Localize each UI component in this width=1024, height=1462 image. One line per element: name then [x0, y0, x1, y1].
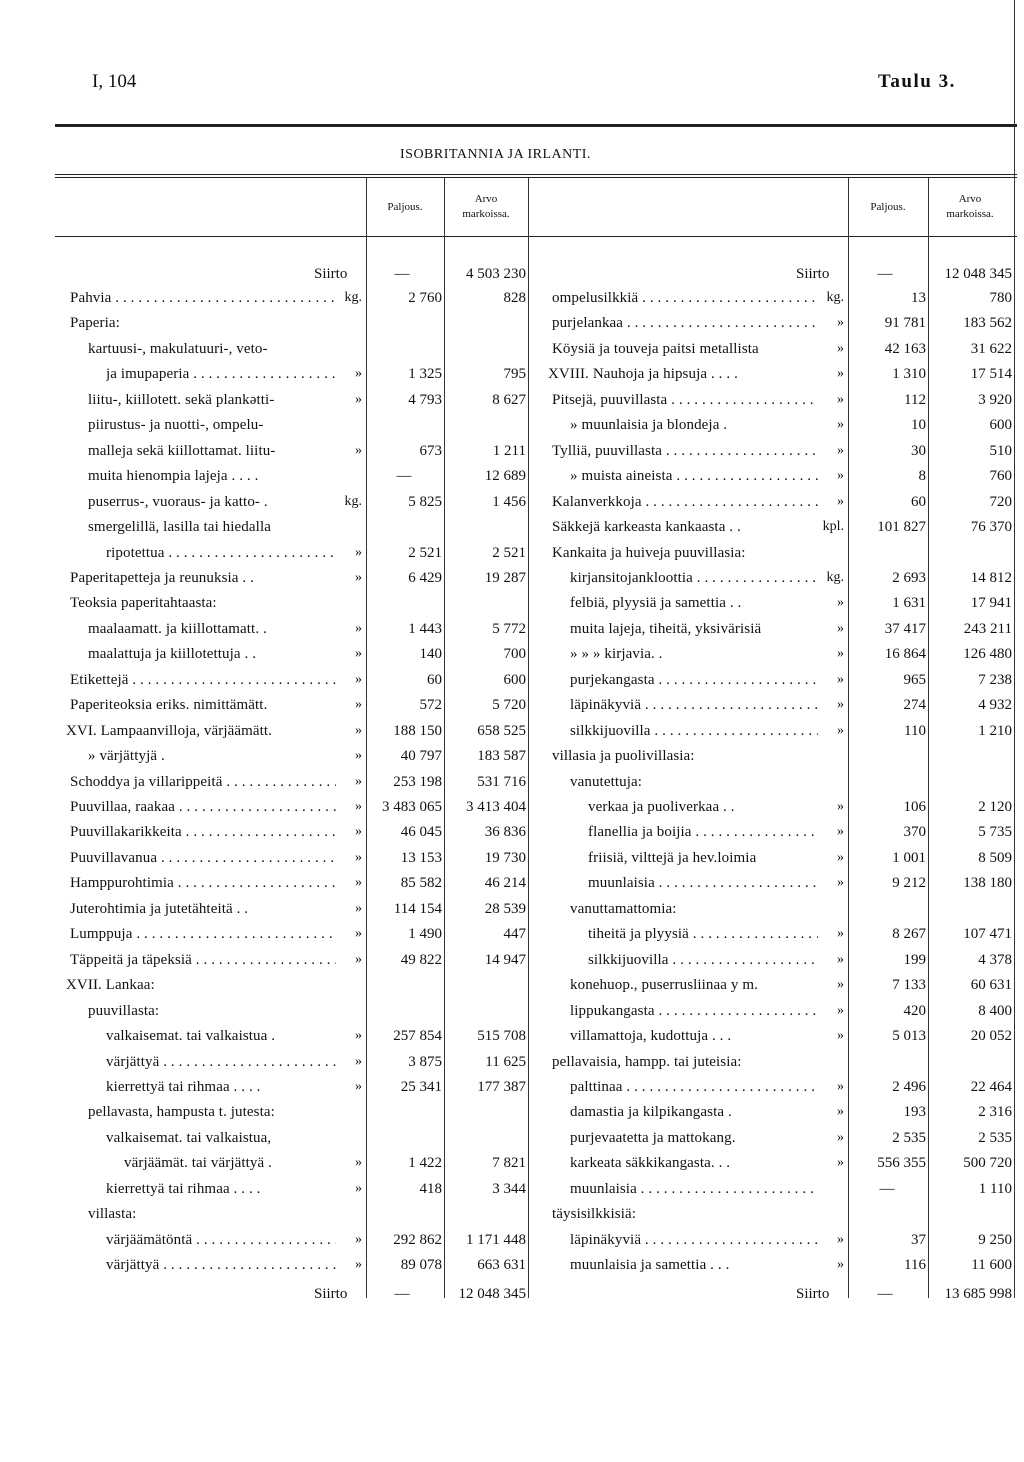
- left-row-label: XVI. Lampaanvilloja, värjäämätt.: [66, 722, 273, 739]
- left-row-arvo: 19 287: [484, 569, 526, 586]
- right-row-label: XVIII. Nauhoja ja hipsuja . . . .: [548, 366, 738, 383]
- left-row-label: ripotettua . . .: [106, 543, 336, 563]
- right-row-label: Tylliä, puuvillasta . . .: [552, 441, 818, 461]
- right-row-paljous: 556 355: [877, 1155, 926, 1172]
- left-siirto-top-paljous: —: [394, 266, 410, 282]
- left-row-label: Schoddya ja villarippeitä . . .: [70, 772, 336, 792]
- left-row-unit: kg.: [344, 290, 362, 305]
- left-row-paljous: 6 429: [408, 569, 442, 586]
- left-row-unit: »: [355, 391, 362, 407]
- left-row-unit: »: [355, 646, 362, 662]
- left-row-label: ja imupaperia . . .: [106, 364, 336, 384]
- left-row-unit: »: [355, 1257, 362, 1273]
- right-row-unit: »: [837, 442, 844, 458]
- right-row-label: läpinäkyviä . . .: [570, 1230, 818, 1250]
- right-row-paljous: 112: [904, 391, 926, 408]
- right-row-paljous: 1 631: [892, 595, 926, 612]
- right-row-paljous: 13: [911, 290, 926, 306]
- left-row-arvo: 531 716: [477, 773, 526, 790]
- right-row-label: Kankaita ja huiveja puuvillasia:: [552, 544, 746, 561]
- right-row-paljous: 193: [903, 1104, 926, 1121]
- right-row-paljous: 274: [903, 697, 926, 714]
- right-row-label: friisiä, vilttejä ja hev.loimia: [588, 849, 757, 866]
- right-row-unit: »: [837, 391, 844, 407]
- right-row-label: silkkijuovilla . . .: [570, 721, 818, 741]
- right-siirto-bottom-paljous: —: [877, 1286, 893, 1302]
- right-row-paljous: 106: [903, 799, 926, 815]
- left-row-label: valkaisemat. tai valkaistua .: [106, 1028, 276, 1045]
- left-row-paljous: 13 153: [400, 849, 442, 866]
- right-siirto-top-paljous: —: [877, 266, 893, 282]
- left-row-label: Paperitapetteja ja reunuksia . .: [70, 569, 254, 586]
- right-row-paljous: 60: [911, 493, 926, 510]
- left-header-markoissa: markoissa.: [462, 208, 510, 220]
- right-row-arvo: 9 250: [978, 1231, 1012, 1248]
- left-row-label: Teoksia paperitahtaasta:: [70, 595, 217, 612]
- right-row-arvo: 31 622: [970, 340, 1012, 357]
- left-row-label: piirustus- ja nuotti-, ompelu-: [88, 417, 264, 434]
- right-row-unit: »: [837, 1078, 844, 1094]
- left-row-arvo: 700: [503, 646, 526, 663]
- left-row-paljous: 3 483 065: [382, 799, 442, 815]
- left-row-paljous: 46 045: [400, 824, 442, 841]
- right-row-label: muunlaisia . . .: [588, 873, 818, 893]
- left-row-label: kierrettyä tai rihmaa . . . .: [106, 1180, 261, 1197]
- right-row-paljous: —: [879, 1180, 895, 1197]
- left-row-arvo: 8 627: [492, 391, 526, 408]
- left-row-label: valkaisemat. tai valkaistua,: [106, 1129, 272, 1146]
- left-row-label: villasta:: [88, 1206, 137, 1223]
- right-row-label: villasia ja puolivillasia:: [552, 748, 695, 765]
- right-row-label: Köysiä ja touveja paitsi metallista: [552, 340, 759, 357]
- right-row-label: Pitsejä, puuvillasta . . .: [552, 390, 818, 410]
- left-row-unit: »: [355, 824, 362, 840]
- left-row-unit: »: [355, 544, 362, 560]
- right-row-label: vanutettuja:: [570, 773, 643, 790]
- left-row-unit: »: [355, 1180, 362, 1196]
- left-siirto-top-label: Siirto: [314, 266, 348, 282]
- left-row-label: kierrettyä tai rihmaa . . . .: [106, 1078, 261, 1095]
- left-siirto-top-arvo: 4 503 230: [466, 266, 526, 282]
- right-row-unit: »: [837, 493, 844, 509]
- left-row-label: Puuvillaa, raakaa . . .: [70, 797, 336, 817]
- right-row-label: tiheitä ja plyysiä . . .: [588, 924, 818, 944]
- right-row-arvo: 760: [989, 468, 1012, 485]
- left-col-line-3: [528, 178, 529, 1298]
- left-row-unit: »: [355, 799, 362, 814]
- right-row-unit: »: [837, 595, 844, 611]
- right-row-label: kirjansitojankloottia . . .: [570, 568, 818, 588]
- left-row-paljous: 114 154: [393, 900, 442, 917]
- left-siirto-bottom-arvo: 12 048 345: [458, 1286, 526, 1302]
- right-row-unit: kg.: [826, 290, 844, 305]
- right-siirto-top-label: Siirto: [796, 266, 830, 282]
- left-row-label: » värjättyjä .: [88, 748, 165, 765]
- left-row-label: puuvillasta:: [88, 1002, 160, 1019]
- right-row-arvo: 7 238: [978, 671, 1012, 688]
- left-row-paljous: 1 325: [408, 366, 442, 383]
- left-row-label: Paperiteoksia eriks. nimittämätt.: [70, 697, 268, 714]
- left-row-arvo: 183 587: [477, 748, 526, 765]
- left-row-paljous: 85 582: [400, 875, 442, 892]
- right-row-paljous: 16 864: [884, 646, 926, 663]
- left-row-unit: »: [355, 875, 362, 891]
- right-row-paljous: 101 827: [877, 519, 926, 536]
- right-row-paljous: 8 267: [892, 926, 926, 943]
- left-siirto-bottom-label: Siirto: [314, 1286, 348, 1302]
- left-row-unit: »: [355, 1053, 362, 1069]
- left-row-unit: »: [355, 671, 362, 687]
- right-row-label: felbiä, plyysiä ja samettia . .: [570, 595, 742, 612]
- right-header-markoissa: markoissa.: [946, 208, 994, 220]
- left-row-paljous: 572: [419, 697, 442, 714]
- right-row-paljous: 1 001: [892, 849, 926, 866]
- left-row-unit: »: [355, 951, 362, 967]
- right-row-paljous: 199: [903, 951, 926, 968]
- right-row-label: purjelankaa . . .: [552, 313, 818, 333]
- right-col-line-3: [1014, 0, 1015, 1298]
- right-row-paljous: 30: [911, 442, 926, 459]
- right-row-label: muita lajeja, tiheitä, yksivärisiä: [570, 620, 762, 637]
- right-row-label: vanuttamattomia:: [570, 900, 677, 917]
- left-row-label: pellavasta, hampusta t. jutesta:: [88, 1104, 275, 1121]
- left-row-paljous: 257 854: [393, 1028, 442, 1045]
- right-row-label: purjekangasta . . .: [570, 670, 818, 690]
- left-row-label: Täppeitä ja täpeksiä . . .: [70, 950, 336, 970]
- left-row-arvo: 177 387: [477, 1078, 526, 1095]
- right-row-arvo: 780: [989, 290, 1012, 306]
- left-row-label: värjäämät. tai värjättyä .: [124, 1155, 272, 1172]
- right-row-label: muunlaisia . . .: [570, 1179, 818, 1199]
- right-row-label: pellavaisia, hampp. tai juteisia:: [552, 1053, 742, 1070]
- right-row-arvo: 183 562: [963, 315, 1012, 332]
- left-row-unit: »: [355, 926, 362, 942]
- right-row-label: purjevaatetta ja mattokang.: [570, 1129, 736, 1146]
- header-rule: [55, 236, 1017, 237]
- right-row-paljous: 91 781: [884, 315, 926, 332]
- left-row-label: muita hienompia lajeja . . . .: [88, 468, 259, 485]
- right-row-arvo: 2 120: [978, 799, 1012, 815]
- right-row-unit: »: [837, 849, 844, 865]
- right-row-paljous: 2 693: [892, 569, 926, 586]
- right-row-paljous: 37: [911, 1231, 926, 1248]
- left-row-paljous: 1 490: [408, 926, 442, 943]
- left-row-arvo: 3 344: [492, 1180, 526, 1197]
- left-row-paljous: 2 760: [408, 290, 442, 306]
- right-row-label: konehuop., puserrusliinaa y m.: [570, 977, 758, 994]
- left-row-paljous: 89 078: [400, 1257, 442, 1274]
- right-row-unit: »: [837, 824, 844, 840]
- left-row-arvo: 663 631: [477, 1257, 526, 1274]
- left-row-paljous: 40 797: [400, 748, 442, 765]
- left-row-label: värjättyä . . .: [106, 1052, 336, 1072]
- left-row-label: puserrus-, vuoraus- ja katto- .: [88, 493, 268, 510]
- right-row-arvo: 60 631: [970, 977, 1012, 994]
- left-row-paljous: 49 822: [400, 951, 442, 968]
- right-row-paljous: 5 013: [892, 1028, 926, 1045]
- right-row-label: damastia ja kilpikangasta .: [570, 1104, 732, 1121]
- right-row-unit: »: [837, 977, 844, 993]
- left-row-unit: »: [355, 697, 362, 713]
- right-row-paljous: 1 310: [892, 366, 926, 383]
- left-row-label: smergelillä, lasilla tai hiedalla: [88, 519, 271, 536]
- right-row-unit: »: [837, 722, 844, 738]
- right-row-arvo: 138 180: [963, 875, 1012, 892]
- right-row-label: palttinaa . . .: [570, 1077, 818, 1097]
- right-row-unit: kpl.: [822, 519, 844, 535]
- left-row-arvo: 14 947: [484, 951, 526, 968]
- right-siirto-top-arvo: 12 048 345: [944, 266, 1012, 282]
- left-row-arvo: 36 836: [484, 824, 526, 841]
- left-row-paljous: 1 422: [408, 1155, 442, 1172]
- right-row-unit: »: [837, 1028, 844, 1044]
- right-row-arvo: 76 370: [970, 519, 1012, 536]
- right-row-arvo: 1 210: [978, 722, 1012, 739]
- right-row-arvo: 8 400: [978, 1002, 1012, 1019]
- right-row-arvo: 5 735: [978, 824, 1012, 841]
- left-row-arvo: 447: [503, 926, 526, 943]
- left-row-arvo: 795: [503, 366, 526, 383]
- page-number: I, 104: [92, 71, 137, 92]
- left-row-label: Etikettejä . . .: [70, 670, 336, 690]
- right-row-arvo: 8 509: [978, 849, 1012, 866]
- left-row-arvo: 515 708: [477, 1028, 526, 1045]
- right-row-label: » muista aineista . . .: [570, 466, 818, 486]
- right-row-unit: »: [837, 1231, 844, 1247]
- right-row-label: Kalanverkkoja . . .: [552, 492, 818, 512]
- left-row-label: liitu-, kiillotett. sekä plankətti-: [88, 391, 275, 408]
- left-row-paljous: 418: [419, 1180, 442, 1197]
- right-row-arvo: 14 812: [970, 569, 1012, 586]
- right-row-unit: »: [837, 926, 844, 942]
- left-row-label: malleja sekä kiillottamat. liitu-: [88, 442, 276, 459]
- right-row-unit: »: [837, 799, 844, 814]
- left-row-arvo: 600: [503, 671, 526, 688]
- right-row-arvo: 107 471: [963, 926, 1012, 943]
- left-row-arvo: 12 689: [484, 468, 526, 485]
- right-row-arvo: 243 211: [963, 620, 1012, 637]
- left-row-unit: »: [355, 748, 362, 764]
- right-row-arvo: 500 720: [963, 1155, 1012, 1172]
- left-row-arvo: 2 521: [492, 544, 526, 561]
- right-row-paljous: 9 212: [892, 875, 926, 892]
- right-row-unit: »: [837, 1129, 844, 1145]
- title-rule: [55, 174, 1017, 175]
- title-rule-2: [55, 177, 1017, 178]
- left-header-paljous: Paljous.: [387, 201, 423, 213]
- right-row-unit: »: [837, 951, 844, 967]
- left-row-unit: »: [355, 1028, 362, 1044]
- right-row-unit: kg.: [826, 569, 844, 585]
- left-row-arvo: 46 214: [484, 875, 526, 892]
- left-row-paljous: 673: [419, 442, 442, 459]
- right-row-paljous: 2 496: [892, 1078, 926, 1095]
- right-header-paljous: Paljous.: [870, 201, 906, 213]
- left-row-label: Pahvia . . .: [70, 288, 336, 308]
- left-row-unit: »: [355, 442, 362, 458]
- right-row-arvo: 17 941: [970, 595, 1012, 612]
- right-siirto-bottom-label: Siirto: [796, 1286, 830, 1302]
- right-row-label: ompelusilkkiä . . .: [552, 288, 818, 308]
- left-row-unit: »: [355, 569, 362, 585]
- left-row-paljous: 188 150: [393, 722, 442, 739]
- right-row-unit: »: [837, 620, 844, 636]
- left-row-unit: »: [355, 620, 362, 636]
- left-header-arvo: Arvo: [474, 193, 498, 205]
- left-siirto-bottom-paljous: —: [394, 1286, 410, 1302]
- left-row-arvo: 5 772: [492, 620, 526, 637]
- right-row-unit: »: [837, 697, 844, 713]
- table-label: Taulu 3.: [878, 71, 956, 92]
- left-row-arvo: 828: [503, 290, 526, 306]
- right-row-unit: »: [837, 340, 844, 356]
- right-row-label: muunlaisia ja samettia . . .: [570, 1257, 730, 1274]
- right-row-label: » muunlaisia ja blondeja .: [570, 417, 728, 434]
- right-row-paljous: 7 133: [892, 977, 926, 994]
- left-row-unit: »: [355, 1231, 362, 1247]
- right-row-unit: »: [837, 315, 844, 331]
- left-row-label: värjättyä . . .: [106, 1255, 336, 1275]
- left-row-arvo: 1 456: [492, 493, 526, 510]
- right-row-label: » » » kirjavia. .: [570, 646, 663, 663]
- left-row-arvo: 11 625: [485, 1053, 526, 1070]
- right-row-paljous: 110: [904, 722, 926, 739]
- right-row-unit: »: [837, 1002, 844, 1018]
- left-row-arvo: 658 525: [477, 722, 526, 739]
- right-row-unit: »: [837, 366, 844, 382]
- right-row-paljous: 10: [911, 417, 926, 434]
- right-row-arvo: 4 378: [978, 951, 1012, 968]
- left-row-paljous: 4 793: [408, 391, 442, 408]
- right-row-arvo: 20 052: [970, 1028, 1012, 1045]
- right-row-label: villamattoja, kudottuja . . .: [570, 1028, 732, 1045]
- right-row-arvo: 600: [989, 417, 1012, 434]
- right-row-arvo: 22 464: [970, 1078, 1012, 1095]
- right-row-unit: »: [837, 468, 844, 484]
- left-row-unit: »: [355, 900, 362, 916]
- left-row-unit: kg.: [344, 493, 362, 509]
- left-row-paljous: 5 825: [408, 493, 442, 510]
- right-header-arvo: Arvo: [958, 193, 982, 205]
- left-row-paljous: 292 862: [393, 1231, 442, 1248]
- left-row-label: Puuvillakarikkeita . . .: [70, 822, 336, 842]
- right-row-label: flanellia ja boijia . . .: [588, 822, 818, 842]
- left-row-label: maalattuja ja kiillotettuja . .: [88, 646, 257, 663]
- table-title: ISOBRITANNIA JA IRLANTI.: [400, 147, 591, 162]
- right-row-unit: »: [837, 646, 844, 662]
- right-row-arvo: 510: [989, 442, 1012, 459]
- left-row-unit: »: [355, 773, 362, 789]
- right-row-unit: »: [837, 875, 844, 891]
- left-row-unit: »: [355, 1078, 362, 1094]
- right-row-arvo: 2 535: [978, 1129, 1012, 1146]
- right-row-arvo: 720: [989, 493, 1012, 510]
- left-row-unit: »: [355, 1155, 362, 1171]
- left-row-paljous: 253 198: [393, 773, 442, 790]
- right-row-paljous: 116: [904, 1257, 926, 1274]
- right-row-unit: »: [837, 1257, 844, 1273]
- right-row-unit: »: [837, 1104, 844, 1120]
- left-row-unit: »: [355, 849, 362, 865]
- right-row-label: läpinäkyviä . . .: [570, 695, 818, 715]
- left-row-paljous: 140: [419, 646, 442, 663]
- left-row-label: XVII. Lankaa:: [66, 977, 155, 994]
- right-row-arvo: 11 600: [971, 1257, 1012, 1274]
- right-siirto-bottom-arvo: 13 685 998: [944, 1286, 1012, 1302]
- right-row-label: karkeata säkkikangasta. . .: [570, 1155, 731, 1172]
- right-row-paljous: 370: [903, 824, 926, 841]
- right-row-paljous: 2 535: [892, 1129, 926, 1146]
- left-row-paljous: 60: [427, 671, 442, 688]
- left-row-arvo: 3 413 404: [466, 799, 526, 815]
- right-row-label: silkkijuovilla . . .: [588, 950, 818, 970]
- left-row-arvo: 28 539: [484, 900, 526, 917]
- left-row-paljous: —: [396, 468, 412, 485]
- left-row-unit: »: [355, 722, 362, 738]
- left-row-label: värjäämätöntä . . .: [106, 1230, 336, 1250]
- right-row-arvo: 1 110: [978, 1180, 1012, 1197]
- left-row-label: maalaamatt. ja kiillottamatt. .: [88, 620, 267, 637]
- right-row-arvo: 3 920: [978, 391, 1012, 408]
- right-row-paljous: 8: [918, 468, 926, 485]
- left-row-label: Paperia:: [70, 315, 120, 332]
- right-row-arvo: 17 514: [970, 366, 1012, 383]
- right-row-paljous: 42 163: [884, 340, 926, 357]
- right-row-arvo: 126 480: [963, 646, 1012, 663]
- right-row-label: täysisilkkisiä:: [552, 1206, 636, 1223]
- left-row-arvo: 1 211: [492, 442, 526, 459]
- left-row-arvo: 7 821: [492, 1155, 526, 1172]
- right-row-unit: »: [837, 1155, 844, 1171]
- left-row-arvo: 19 730: [484, 849, 526, 866]
- right-row-paljous: 420: [903, 1002, 926, 1019]
- right-row-paljous: 37 417: [884, 620, 926, 637]
- left-row-label: Puuvillavanua . . .: [70, 848, 336, 868]
- right-row-unit: »: [837, 671, 844, 687]
- right-row-label: lippukangasta . . .: [570, 1001, 818, 1021]
- left-row-label: kartuusi-, makulatuuri-, veto-: [88, 340, 268, 357]
- left-row-paljous: 3 875: [408, 1053, 442, 1070]
- right-row-label: verkaa ja puoliverkaa . .: [588, 799, 735, 815]
- right-row-paljous: 965: [903, 671, 926, 688]
- left-row-label: Hamppurohtimia . . .: [70, 873, 336, 893]
- left-row-arvo: 1 171 448: [466, 1231, 526, 1248]
- left-row-unit: »: [355, 366, 362, 382]
- right-row-unit: »: [837, 417, 844, 433]
- right-row-arvo: 2 316: [978, 1104, 1012, 1121]
- left-row-paljous: 25 341: [400, 1078, 442, 1095]
- left-row-arvo: 5 720: [492, 697, 526, 714]
- left-row-paljous: 1 443: [408, 620, 442, 637]
- right-row-arvo: 4 932: [978, 697, 1012, 714]
- left-row-label: Lumppuja . . .: [70, 924, 336, 944]
- right-row-label: Säkkejä karkeasta kankaasta . .: [552, 519, 741, 536]
- top-rule-thick: [55, 124, 1017, 127]
- left-row-paljous: 2 521: [408, 544, 442, 561]
- left-row-label: Juterohtimia ja jutetähteitä . .: [70, 900, 249, 917]
